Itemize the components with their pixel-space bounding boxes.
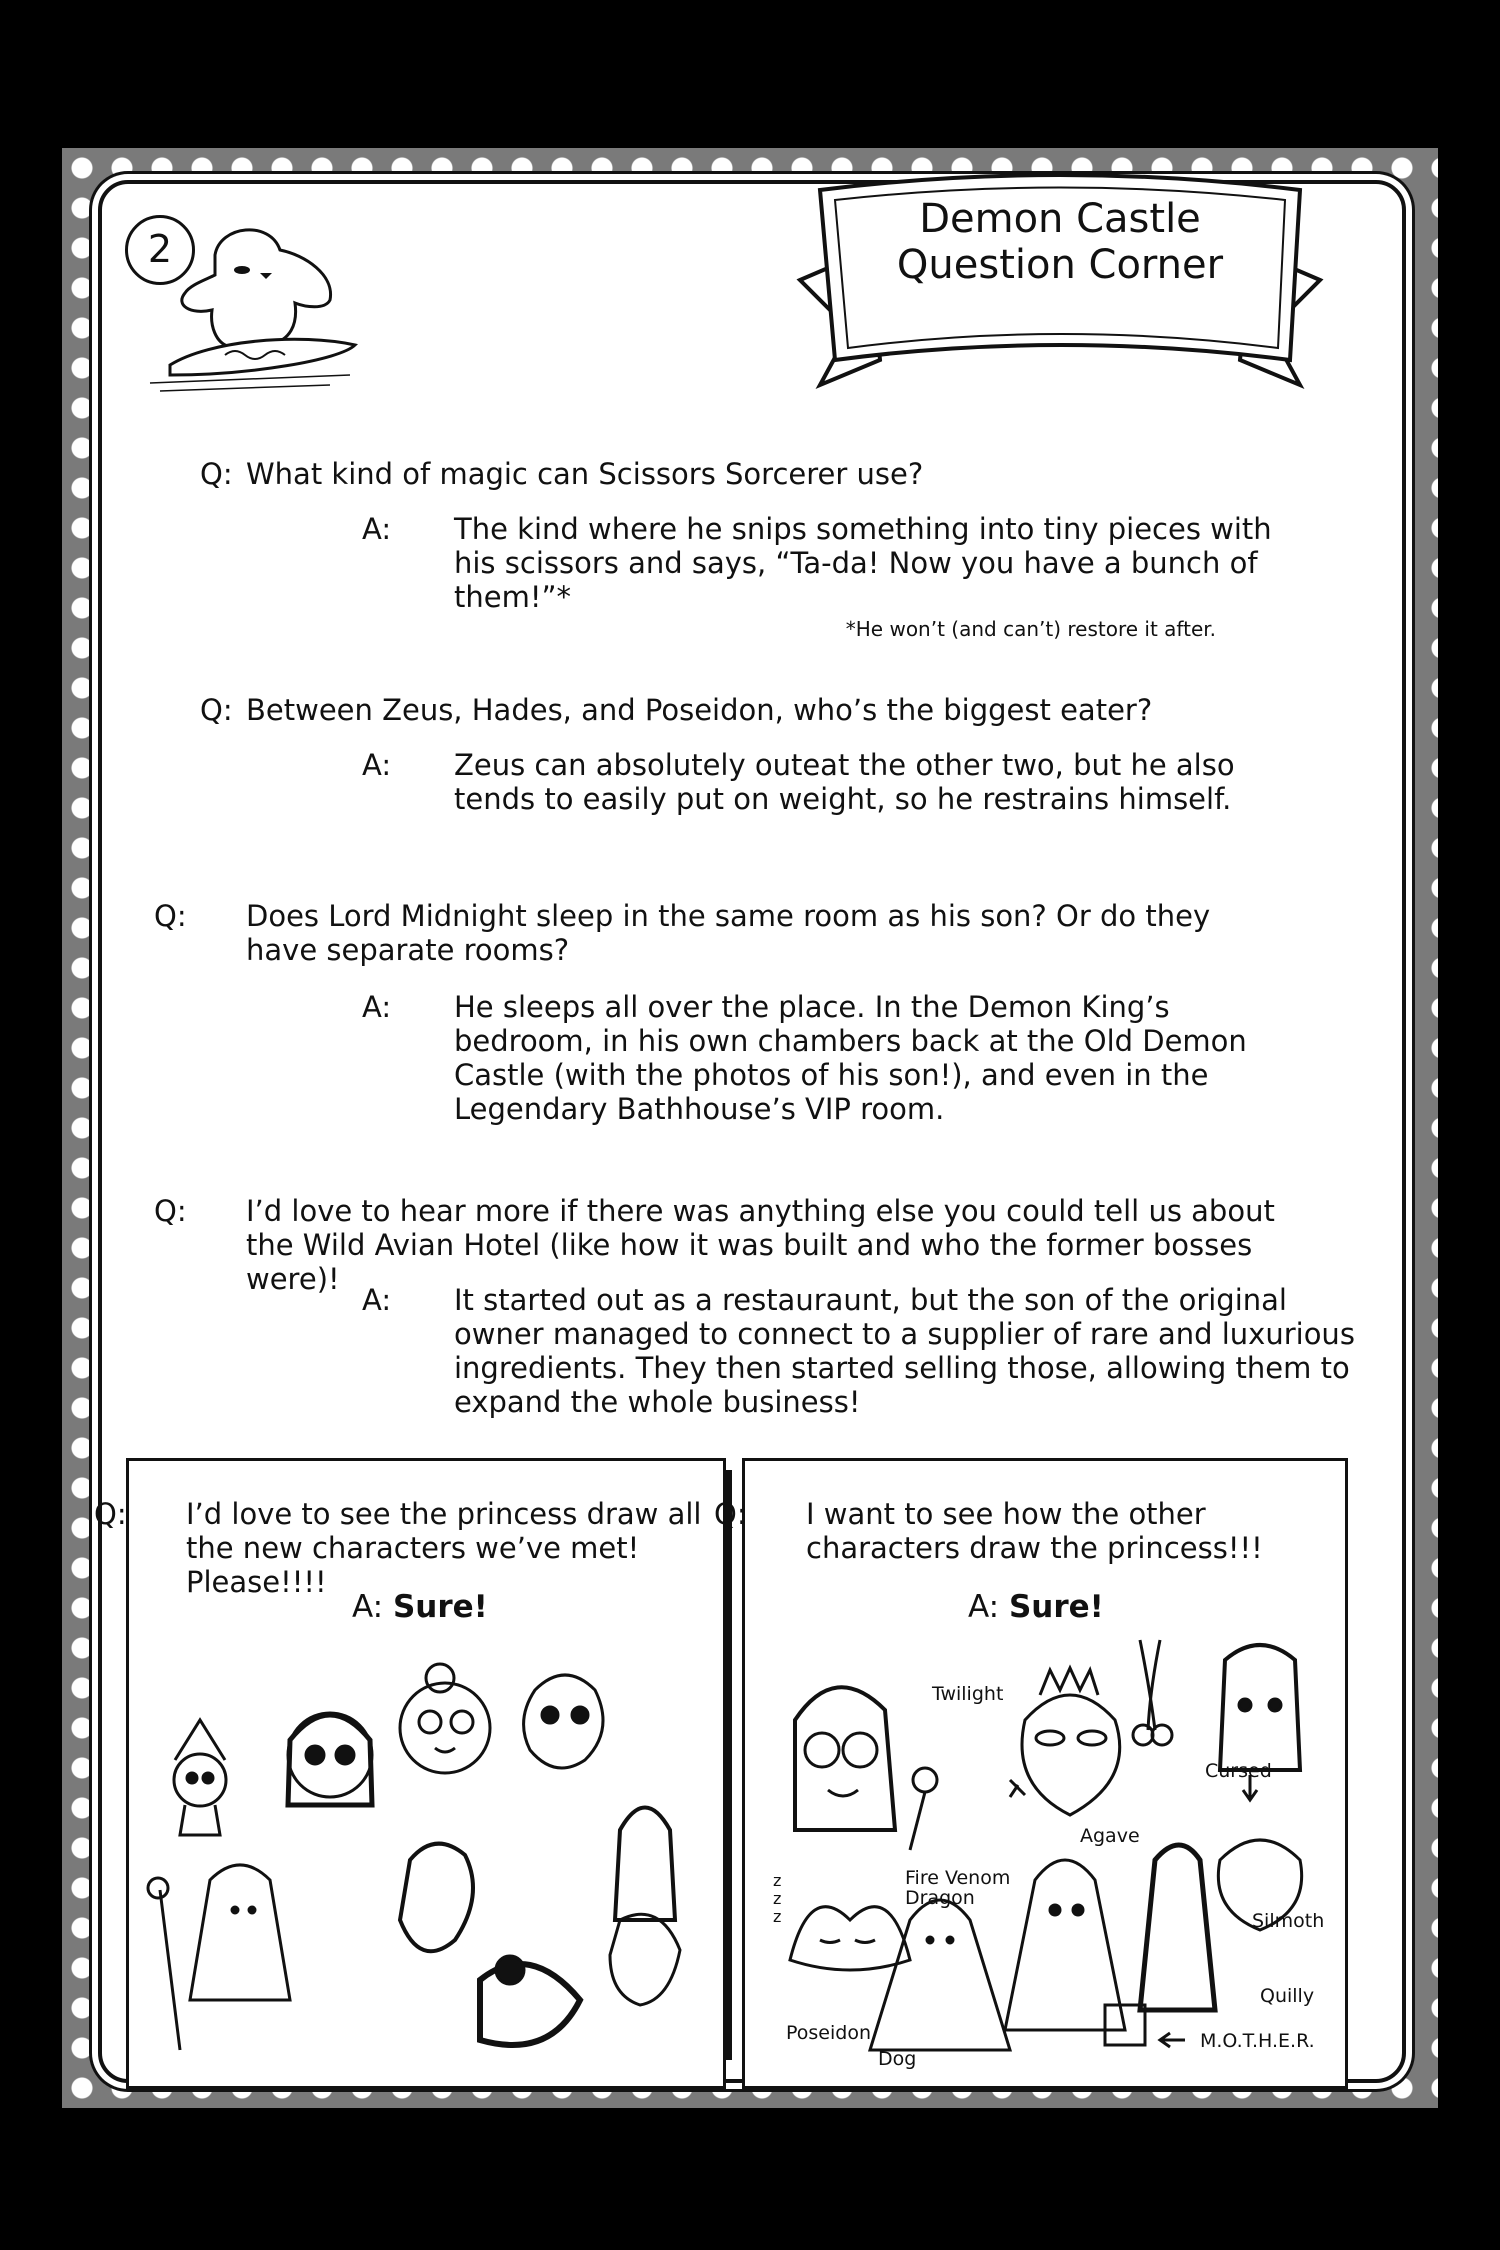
q-prefix: Q: (154, 899, 187, 933)
panel-left-answer (352, 1590, 488, 1624)
answer-1 (362, 512, 1294, 614)
princess-doodles (140, 1660, 710, 2070)
panel-left-question-text: I’d love to see the princess draw all the new characters we’ve met! Please!!!! (186, 1497, 702, 1599)
q-prefix: Q: (200, 457, 233, 491)
panel-right-answer (968, 1590, 1104, 1624)
character-doodles (760, 1620, 1335, 2060)
answer-text: He sleeps all over the place. In the Demon King’s bedroom, in his own chambers back at the Old Demon Castle (with the photos of his son!), and even in the Legendary Bathhouse’s VIP room. (454, 990, 1247, 1126)
q-prefix: Q: (94, 1497, 127, 1531)
label-fire-venom-dragon: Fire Venom Dragon (905, 1867, 1011, 1909)
panel-divider (726, 1470, 732, 2060)
answer-text: It started out as a restauraunt, but the son of the original owner managed to connect to a supplier of rare and luxurious ingredients. They then started selling those, allowing them to expand the whole business! (454, 1283, 1355, 1419)
question-4 (154, 1194, 1286, 1296)
a-prefix: A: (362, 1283, 392, 1317)
panel-left-question (94, 1497, 746, 1599)
page-title: Demon Castle Question Corner (896, 196, 1224, 288)
question-1 (200, 457, 1300, 491)
panel-right-answer-text: Sure! (1008, 1589, 1104, 1625)
a-prefix: A: (362, 512, 392, 546)
answer-4 (362, 1283, 1384, 1419)
label-cursed: Cursed (1205, 1760, 1272, 1782)
label-silmoth: Silmoth (1252, 1910, 1325, 1932)
answer-text: Zeus can absolutely outeat the other two, but he also tends to easily put on weight, so he restrains himself. (454, 748, 1235, 816)
question-3 (154, 899, 1246, 967)
label-quilly: Quilly (1260, 1985, 1315, 2007)
answer-2 (362, 748, 1294, 816)
answer-text: The kind where he snips something into tiny pieces with his scissors and says, “Ta-da! Now you have a bunch of them!”* (454, 512, 1272, 614)
a-prefix: A: (968, 1589, 1000, 1625)
q-prefix: Q: (200, 693, 233, 727)
question-text: I’d love to hear more if there was anything else you could tell us about the Wild Avian Hotel (like how it was built and who the former bosses were)! (246, 1194, 1275, 1296)
question-text: What kind of magic can Scissors Sorcerer use? (246, 457, 924, 491)
footnote: *He won’t (and can’t) restore it after. (845, 617, 1216, 641)
panel-right-question (714, 1497, 1366, 1565)
a-prefix: A: (362, 748, 392, 782)
label-zzz: z z z (773, 1871, 782, 1926)
label-twilight: Twilight (932, 1683, 1004, 1705)
q-prefix: Q: (154, 1194, 187, 1228)
panel-left-answer-text: Sure! (392, 1589, 488, 1625)
label-agave: Agave (1080, 1825, 1140, 1847)
a-prefix: A: (352, 1589, 384, 1625)
label-dog: Dog (878, 2048, 917, 2070)
page-number-badge: 2 (125, 215, 195, 285)
question-text: Does Lord Midnight sleep in the same room as his son? Or do they have separate rooms? (246, 899, 1211, 967)
panel-right-question-text: I want to see how the other characters draw the princess!!! (806, 1497, 1263, 1565)
q-prefix: Q: (714, 1497, 747, 1531)
label-mother: M.O.T.H.E.R. (1200, 2030, 1315, 2052)
a-prefix: A: (362, 990, 392, 1024)
answer-3 (362, 990, 1274, 1126)
question-2 (200, 693, 1300, 727)
label-poseidon: Poseidon (786, 2022, 871, 2044)
question-text: Between Zeus, Hades, and Poseidon, who’s the biggest eater? (246, 693, 1153, 727)
